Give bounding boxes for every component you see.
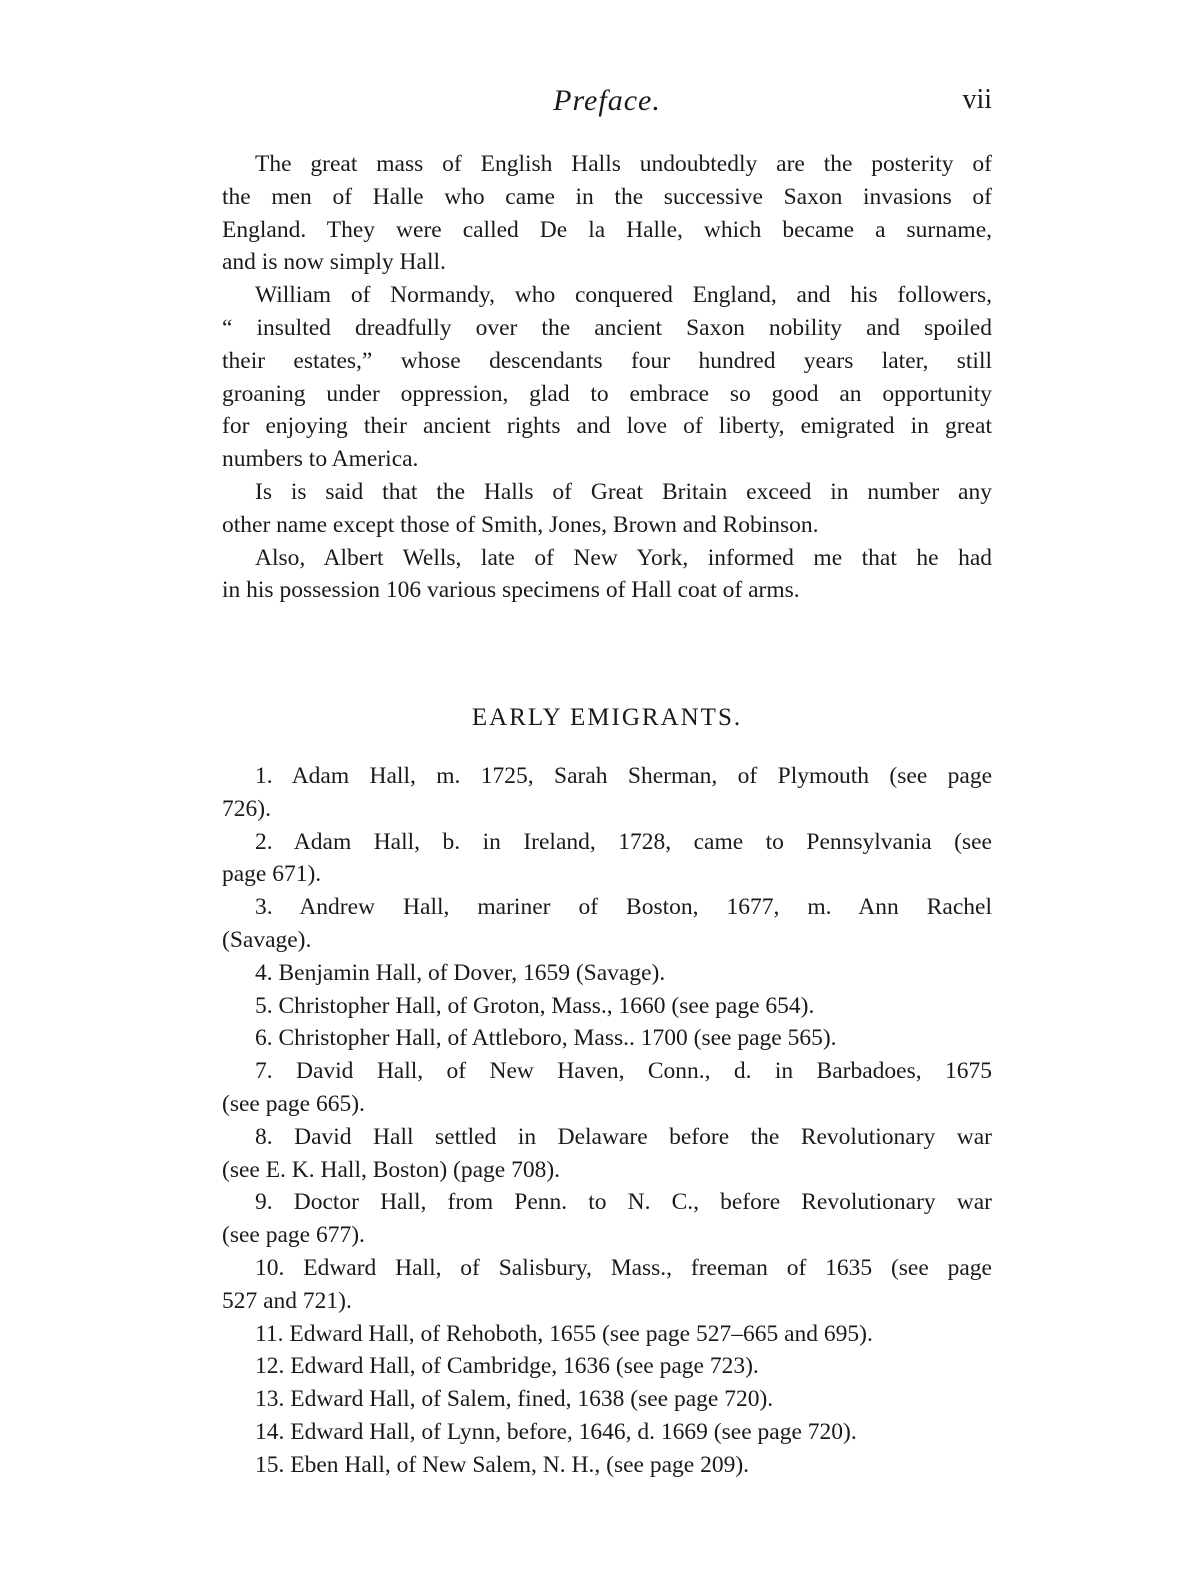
text-line: Also, Albert Wells, late of New York, informed me that he had [255,544,992,571]
list-item [222,1121,992,1187]
text-line: other name except those of Smith, Jones, Brown and Robinson. [222,511,819,538]
text-line: 726). [222,795,271,822]
text-line: 12. Edward Hall, of Cambridge, 1636 (see page 723). [255,1353,759,1380]
paragraph [222,542,992,608]
list-item [222,826,992,892]
text-line: (see E. K. Hall, Boston) (page 708). [222,1156,561,1183]
text-line: 3. Andrew Hall, mariner of Boston, 1677, m. Ann Rachel [255,894,992,921]
text-line: 2. Adam Hall, b. in Ireland, 1728, came to Pennsylvania (see [255,828,992,855]
text-line: 14. Edward Hall, of Lynn, before, 1646, d. 1669 (see page 720). [255,1418,857,1445]
list-item [222,1383,992,1416]
text-line: for enjoying their ancient rights and love of liberty, emigrated in great [222,413,992,440]
list-item [222,957,992,990]
list-item [222,760,992,826]
list-item [222,1055,992,1121]
page-title: Preface. [553,84,661,117]
text-line: (Savage). [222,926,312,953]
section-heading: EARLY EMIGRANTS. [471,704,743,731]
page-number: vii [962,84,992,115]
text-line: in his possession 106 various specimens of Hall coat of arms. [222,577,800,604]
text-line: 6. Christopher Hall, of Attleboro, Mass.. 1700 (see page 565). [255,1025,837,1052]
emigrants-list [222,760,992,1482]
text-line: 13. Edward Hall, of Salem, fined, 1638 (see page 720). [255,1386,774,1413]
text-line: 10. Edward Hall, of Salisbury, Mass., freeman of 1635 (see page [255,1254,992,1281]
text-line: 527 and 721). [222,1287,352,1314]
list-item [222,1416,992,1449]
text-line: 8. David Hall settled in Delaware before the Revolutionary war [255,1123,992,1150]
list-item [222,1252,992,1318]
text-line: 5. Christopher Hall, of Groton, Mass., 1660 (see page 654). [255,992,815,1019]
text-line: (see page 665). [222,1090,365,1117]
list-item [222,1318,992,1351]
text-line: 1. Adam Hall, m. 1725, Sarah Sherman, of Plymouth (see page [255,763,992,789]
text-line: groaning under oppression, glad to embrace so good an opportunity [222,380,992,407]
list-item [222,1350,992,1383]
text-line: England. They were called De la Halle, which became a surname, [222,216,992,243]
list-item [222,1186,992,1252]
list-item [222,1022,992,1055]
list-item [222,891,992,957]
text-line: Is is said that the Halls of Great Britain exceed in number any [255,478,992,505]
text-line: numbers to America. [222,446,419,473]
text-line: page 671). [222,861,322,888]
text-line: 9. Doctor Hall, from Penn. to N. C., before Revolutionary war [255,1189,992,1216]
text-line: 4. Benjamin Hall, of Dover, 1659 (Savage). [255,959,666,986]
list-item [222,990,992,1023]
text-line: William of Normandy, who conquered England, and his followers, [255,282,992,309]
text-line: 15. Eben Hall, of New Salem, N. H., (see page 209). [255,1451,750,1478]
paragraph [222,476,992,542]
text-line: (see page 677). [222,1222,365,1249]
preface-text [222,148,992,607]
paragraph [222,148,992,279]
running-head [222,84,992,124]
text-line: 7. David Hall, of New Haven, Conn., d. in Barbadoes, 1675 [255,1058,992,1085]
text-line: their estates,” whose descendants four hundred years later, still [222,347,992,374]
paragraph [222,279,992,476]
text-line: 11. Edward Hall, of Rehoboth, 1655 (see page 527–665 and 695). [255,1320,873,1347]
list-item [222,1449,992,1482]
text-line: The great mass of English Halls undoubtedly are the posterity of [255,151,992,177]
text-line: “ insulted dreadfully over the ancient Saxon nobility and spoiled [222,314,992,341]
text-line: and is now simply Hall. [222,249,446,276]
text-line: the men of Halle who came in the successive Saxon invasions of [222,183,992,210]
